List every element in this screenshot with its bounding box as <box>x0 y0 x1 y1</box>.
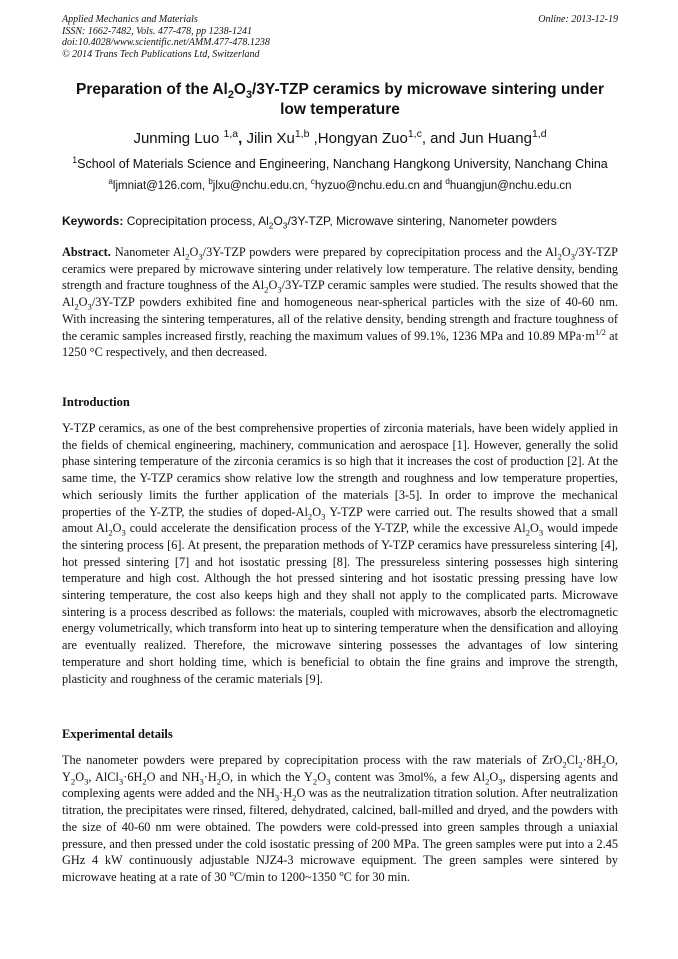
paper-title: Preparation of the $Al_2O_3/3Y$-TZP ceramics by microwave sintering under low temperature <box>75 81 605 118</box>
email-list: $^a$ljmniat@126.com, $^b$jlxu@nchu.edu.cn, $^c$hyzuo@nchu.edu.cn and $^d$huangjun@nchu.edu.cn <box>108 177 572 192</box>
header-meta <box>62 14 618 60</box>
author: Jilin Xu <box>246 130 295 147</box>
introduction-body: Y-TZP ceramics, as one of the best comprehensive properties of zirconia materials, have been widely applied in the fields of chemical engineering, machinery, communication and aerospace [1]. However, generally the solid phase sintering temperature of the zirconia ceramics is so high that it increases the cost of production [2]. At the same time, the Y-TZP ceramics show relative low the strength and roughness and low temperature properties, which seriously limits the further application of the materials [3-5]. In order to improve the mechanical properties of the Y-ZTP, the studies of doped-$Al_2O_3$ Y-TZP were carried out. The results showed that a small amout $Al_2O_3$ could accelerate the densification process of the Y-TZP, while the excessive $Al_2O_3$ would impede the sintering process [6]. At present, the preparation methods of Y-TZP ceramics have pressureless sintering [4], hot pressed sintering [7] and hot isostatic pressing [8]. The pressureless sintering possesses high sintering temperature and high cost. Although the hot pressed sintering and hot isostatic pressing pressing have low sintering temperature, the cost also keeps high and they shall not apply to the complicated parts. Microwave sintering is a process described as follows: the materials, coupled with microwaves, absorb the electromagnetic energy volumetrically, which transform into heat up to sintering temperature when the densification and alloying are eventually realized. Therefore, the microwave sintering possesses the advantages of low sintering temperature and short holding time, which is beneficial to obtain the fine grains and improve the strength, plasticity and roughness of the ceramic materials [9]. <box>62 421 618 686</box>
section-heading-introduction: Introduction <box>62 395 130 409</box>
author: Jun Huang <box>459 130 532 147</box>
online-date: Online: 2013-12-19 <box>538 14 618 25</box>
author: Hongyan Zuo <box>317 130 408 147</box>
experimental-body: The nanometer powders were prepared by coprecipitation process with the raw materials of $ZrO_2Cl_2\cdot 8H_2O$, $Y_2O_3$, $AlCl_3\cdot 6H_2O$ and $NH_3\cdot H_2O$, in which the $Y_2O_3$ content was 3mol%, a few $Al_2O_3$, dispersing agents and complexing agents were added and the $NH_3\cdot H_2O$ was as the neutralization titration solution. After neutralization titration, the precipitates were rinsed, filtered, dehydrated, calcined, ball-milled and dryed, and the powders with the size of 40-60 nm were obtained. The powders were cold-pressed into green samples through a uniaxial pressure, and then pressed under the cold isostatic pressing of 200 MPa. The green samples were put into a 2.45 GHz 4 kW continuously adjustable NJZ4-3 microwave equipment. The green samples were sintered by microwave heating at a rate of 30 $^o$C/min to 1200~1350 $^o$C for 30 min. <box>62 753 618 884</box>
email-link[interactable]: ljmniat@126.com <box>112 180 202 192</box>
email-link[interactable]: huangjun@nchu.edu.cn <box>449 180 572 192</box>
keywords-label: Keywords: <box>62 214 124 228</box>
keywords: Keywords: Coprecipitation process, $Al_2O_3/3Y$-TZP, Microwave sintering, Nanometer powders <box>62 214 557 231</box>
abstract-label: Abstract. <box>62 245 111 259</box>
issn: ISSN: 1662-7482, Vols. 477-478, pp 1238-1241 <box>62 25 252 37</box>
section-heading-experimental: Experimental details <box>62 727 173 741</box>
author: Junming Luo <box>133 130 224 147</box>
journal-name: Applied Mechanics and Materials <box>62 14 198 25</box>
abstract: Abstract. Nanometer $Al_2O_3/3Y$-TZP powders were prepared by coprecipitation process and the $Al_2O_3/3Y$-TZP ceramics were prepared by microwave sintering under relatively low temperature. The relative density, bending strength and fracture toughness of the $Al_2O_3/3Y$-TZP ceramic samples were studied. The results showed that the $Al_2O_3/3Y$-TZP powders exhibited fine and homogeneous near-spherical particles with the size of 40-60 nm. With increasing the sintering temperatures, all of the relative density, bending strength and fracture toughness of the ceramic samples increased firstly, reaching the maximum values of 99.1%, 1236 MPa and 10.89 $MPa\cdot m^{1/2}$ at 1250 °C respectively, and then decreased. <box>62 245 618 360</box>
email-link[interactable]: jlxu@nchu.edu.cn <box>212 180 305 192</box>
email-link[interactable]: hyzuo@nchu.edu.cn <box>314 180 420 192</box>
affiliation: $^1$School of Materials Science and Engineering, Nanchang Hangkong University, Nanchang China <box>72 154 608 171</box>
copyright: © 2014 Trans Tech Publications Ltd, Switzerland <box>62 48 260 60</box>
doi: doi:10.4028/www.scientific.net/AMM.477-478.1238 <box>62 37 270 48</box>
author-list: Junming Luo $^{1,a}$, Jilin Xu$^{1,b}$ ,Hongyan Zuo$^{1,c}$, and Jun Huang$^{1,d}$ <box>133 128 547 147</box>
